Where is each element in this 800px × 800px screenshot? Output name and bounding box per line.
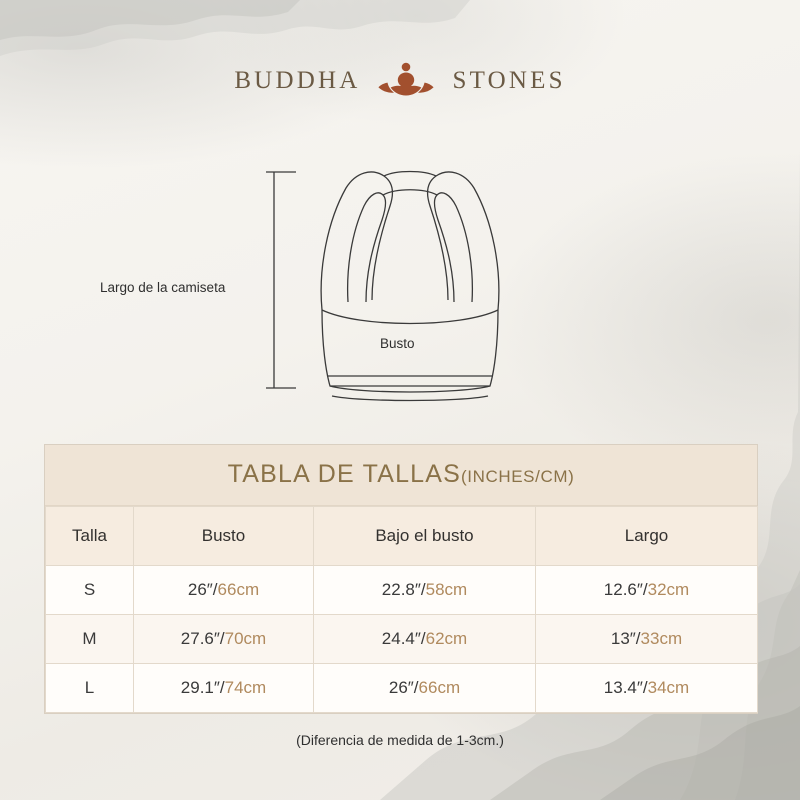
cell-underbust-cm: 62cm bbox=[425, 629, 468, 648]
size-table-title-main: TABLA DE TALLAS bbox=[227, 460, 462, 488]
column-header-bajo-el-busto: Bajo el busto bbox=[314, 507, 536, 566]
cell-underbust-inches: 22.8″/ bbox=[381, 580, 426, 599]
size-table-grid bbox=[45, 506, 758, 713]
table-header-row bbox=[46, 507, 758, 566]
cell-underbust-cm: 66cm bbox=[418, 678, 461, 697]
cell-bust-inches: 26″/ bbox=[187, 580, 218, 599]
cell-underbust bbox=[314, 615, 536, 664]
brand-header bbox=[0, 58, 800, 104]
table-row bbox=[46, 664, 758, 713]
cell-bust-cm: 70cm bbox=[224, 629, 267, 648]
cell-length-inches: 13.4″/ bbox=[603, 678, 648, 697]
table-row bbox=[46, 566, 758, 615]
cell-bust-inches: 27.6″/ bbox=[180, 629, 225, 648]
size-table bbox=[44, 444, 758, 714]
cell-length bbox=[536, 615, 758, 664]
size-table-title bbox=[45, 445, 757, 506]
cell-underbust-inches: 26″/ bbox=[388, 678, 419, 697]
cell-bust-cm: 66cm bbox=[217, 580, 260, 599]
cell-underbust bbox=[314, 566, 536, 615]
lotus-meditation-icon bbox=[374, 58, 438, 104]
cell-bust-inches: 29.1″/ bbox=[180, 678, 225, 697]
cell-size: L bbox=[46, 664, 134, 713]
table-row bbox=[46, 615, 758, 664]
column-header-talla: Talla bbox=[46, 507, 134, 566]
cell-underbust-cm: 58cm bbox=[425, 580, 468, 599]
bust-label: Busto bbox=[380, 336, 415, 351]
length-label: Largo de la camiseta bbox=[100, 280, 226, 295]
cell-bust bbox=[134, 566, 314, 615]
cell-bust bbox=[134, 664, 314, 713]
brand-name-left: BUDDHA bbox=[234, 67, 361, 94]
cell-length bbox=[536, 664, 758, 713]
cell-size: S bbox=[46, 566, 134, 615]
cell-length bbox=[536, 566, 758, 615]
size-table-title-units: (INCHES/CM) bbox=[461, 467, 575, 486]
cell-length-inches: 13″/ bbox=[610, 629, 641, 648]
cell-length-cm: 34cm bbox=[647, 678, 690, 697]
cell-underbust bbox=[314, 664, 536, 713]
column-header-busto: Busto bbox=[134, 507, 314, 566]
cell-size: M bbox=[46, 615, 134, 664]
cell-underbust-inches: 24.4″/ bbox=[381, 629, 426, 648]
cell-length-cm: 33cm bbox=[640, 629, 683, 648]
measurement-diagram bbox=[60, 150, 740, 420]
cell-bust bbox=[134, 615, 314, 664]
cell-length-cm: 32cm bbox=[647, 580, 690, 599]
column-header-largo: Largo bbox=[536, 507, 758, 566]
brand-name-right: STONES bbox=[452, 67, 566, 94]
cell-bust-cm: 74cm bbox=[224, 678, 267, 697]
measurement-footnote: (Diferencia de medida de 1-3cm.) bbox=[296, 732, 504, 748]
cell-length-inches: 12.6″/ bbox=[603, 580, 648, 599]
